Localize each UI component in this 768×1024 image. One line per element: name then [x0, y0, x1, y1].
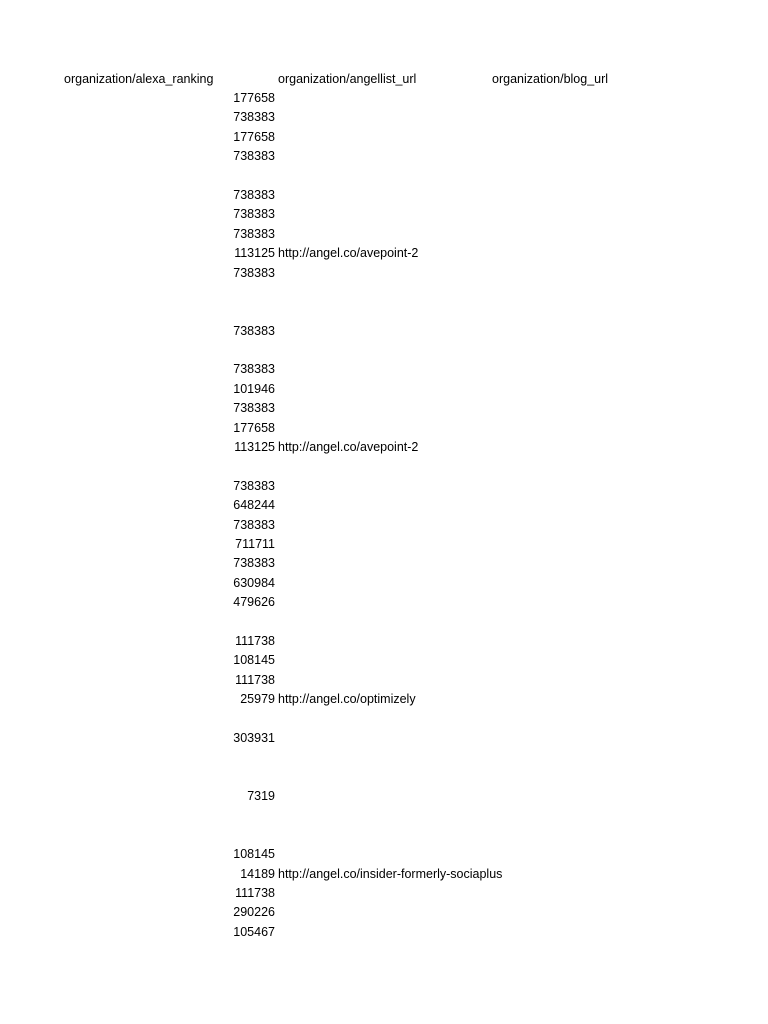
table-row	[0, 632, 768, 651]
table-row	[0, 690, 768, 709]
table-row	[0, 845, 768, 864]
alexa-ranking-cell: 177658	[233, 91, 275, 105]
table-row	[0, 244, 768, 263]
table-row	[0, 89, 768, 108]
header-row	[0, 70, 768, 89]
alexa-ranking-cell: 738383	[233, 265, 275, 280]
table-row	[0, 419, 768, 438]
alexa-ranking-cell: 7319	[247, 789, 275, 804]
alexa-ranking-cell: 111738	[235, 886, 275, 901]
table-row	[0, 865, 768, 884]
table-row	[0, 205, 768, 224]
table-row	[0, 535, 768, 554]
table-row	[0, 380, 768, 399]
alexa-ranking-cell: 105467	[233, 924, 275, 939]
alexa-ranking-cell: 303931	[233, 730, 275, 745]
table-row	[0, 225, 768, 244]
table-row	[0, 923, 768, 942]
alexa-ranking-cell: 111738	[235, 672, 275, 687]
angellist-url-cell: http://angel.co/insider-formerly-sociaplus	[278, 866, 503, 881]
table-row	[0, 360, 768, 379]
table-row	[0, 768, 768, 787]
table-row	[0, 477, 768, 496]
alexa-ranking-cell: 101946	[233, 381, 275, 396]
alexa-ranking-cell: 738383	[233, 323, 275, 338]
alexa-ranking-cell: 738383	[233, 149, 275, 164]
table-row	[0, 167, 768, 186]
table-row	[0, 516, 768, 535]
table-row	[0, 108, 768, 127]
table-row	[0, 283, 768, 302]
alexa-ranking-cell: 738383	[233, 110, 275, 125]
table-row	[0, 748, 768, 767]
table-row	[0, 710, 768, 729]
table-row	[0, 186, 768, 205]
alexa-ranking-cell: 290226	[233, 905, 275, 920]
alexa-ranking-cell: 108145	[233, 653, 275, 668]
alexa-ranking-cell: 738383	[233, 401, 275, 416]
table-row	[0, 903, 768, 922]
alexa-ranking-cell: 738383	[233, 556, 275, 571]
header-alexa-ranking: organization/alexa_ranking	[64, 72, 214, 86]
angellist-url-cell: http://angel.co/avepoint-2	[278, 246, 419, 261]
alexa-ranking-cell: 111738	[235, 633, 275, 648]
table-row	[0, 128, 768, 147]
alexa-ranking-cell: 738383	[233, 517, 275, 532]
table-row	[0, 574, 768, 593]
table-row	[0, 613, 768, 632]
table-row	[0, 147, 768, 166]
table-row	[0, 438, 768, 457]
alexa-ranking-cell: 711711	[235, 536, 275, 551]
alexa-ranking-cell: 25979	[240, 692, 275, 707]
table-row	[0, 593, 768, 612]
alexa-ranking-cell: 479626	[233, 595, 275, 610]
alexa-ranking-cell: 113125	[234, 246, 275, 261]
alexa-ranking-cell: 177658	[233, 420, 275, 435]
table-row	[0, 826, 768, 845]
table-row	[0, 787, 768, 806]
table-row	[0, 302, 768, 321]
alexa-ranking-cell: 738383	[233, 478, 275, 493]
alexa-ranking-cell: 177658	[233, 129, 275, 144]
table-row	[0, 341, 768, 360]
table-row	[0, 729, 768, 748]
table-row	[0, 671, 768, 690]
table-row	[0, 264, 768, 283]
table-row	[0, 322, 768, 341]
table-row	[0, 496, 768, 515]
table-row	[0, 399, 768, 418]
table-row	[0, 806, 768, 825]
table-row	[0, 884, 768, 903]
table-row	[0, 554, 768, 573]
header-angellist-url: organization/angellist_url	[278, 72, 417, 86]
alexa-ranking-cell: 108145	[233, 847, 275, 862]
alexa-ranking-cell: 113125	[234, 440, 275, 455]
alexa-ranking-cell: 738383	[233, 187, 275, 202]
alexa-ranking-cell: 648244	[233, 498, 275, 513]
alexa-ranking-cell: 14189	[240, 866, 275, 881]
header-blog-url: organization/blog_url	[492, 72, 609, 86]
angellist-url-cell: http://angel.co/avepoint-2	[278, 440, 419, 455]
table-row	[0, 457, 768, 476]
alexa-ranking-cell: 738383	[233, 362, 275, 377]
alexa-ranking-cell: 738383	[233, 226, 275, 241]
alexa-ranking-cell: 738383	[233, 207, 275, 222]
table-row	[0, 651, 768, 670]
alexa-ranking-cell: 630984	[233, 575, 275, 590]
angellist-url-cell: http://angel.co/optimizely	[278, 692, 416, 707]
data-rows	[0, 89, 768, 942]
